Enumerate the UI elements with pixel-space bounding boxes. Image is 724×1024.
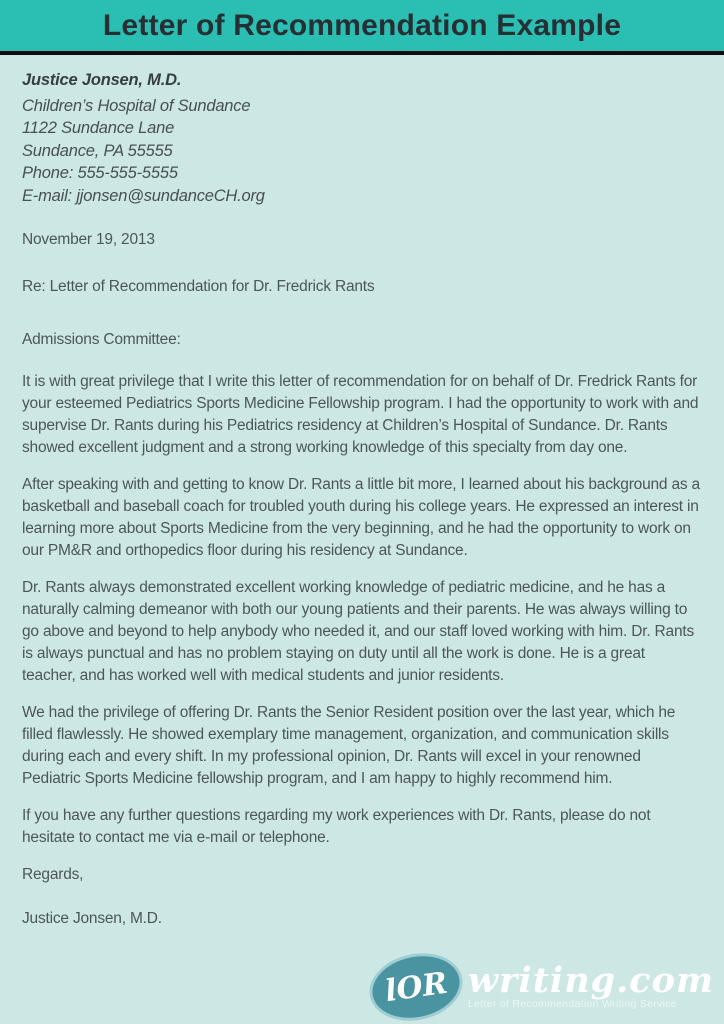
lor-badge-text: lOR [382,965,450,1009]
sender-address-city: Sundance, PA 55555 [22,141,173,160]
paragraph-2: After speaking with and getting to know Dr. Rants a little bit more, I learned about his background as a basketball and baseball coach for troubled youth during his college years. He expressed an interest in learning more about Sports Medicine from the very beginning, and he had the opportunity to work on our PM&R and orthopedics floor during his residency at Sundance. [22,476,700,559]
letter-body [0,55,724,930]
lor-badge-icon [363,945,469,1024]
sender-phone: Phone: 555-555-5555 [22,164,178,182]
closing: Regards, [22,866,84,883]
letter-date: November 19, 2013 [22,231,155,248]
logo-tagline: Letter of Recommendation Writing Service [467,998,677,1010]
logo-text-block [467,960,714,1010]
lorwriting-logo [369,954,714,1020]
logo-brand: writing.com [467,960,714,1001]
salutation: Admissions Committee: [22,331,181,348]
page-header [0,0,724,55]
paragraph-1: It is with great privilege that I write this letter of recommendation for on behalf of Dr. Fredrick Rants for your esteemed Pediatrics Sports Medicine Fellowship program. I had the opportunity to work with and supervise Dr. Rants during his Pediatrics residency at Children’s Hospital of Sundance. Dr. Rants showed excellent judgment and a strong working knowledge of this specialty from day one. [22,373,699,456]
paragraph-4: We had the privilege of offering Dr. Rants the Senior Resident position over the last year, which he filled flawlessly. He showed exemplary time management, organization, and communication skills during each and every shift. In my professional opinion, Dr. Rants will excel in your renowned Pediatric Sports Medicine fellowship program, and I am happy to highly recommend him. [22,704,676,787]
sender-email: E-mail: jjonsen@sundanceCH.org [22,186,265,205]
sender-name: Justice Jonsen, M.D. [22,71,182,89]
sender-address-street: 1122 Sundance Lane [22,119,175,137]
subject-line: Re: Letter of Recommendation for Dr. Fredrick Rants [22,278,375,295]
paragraph-3: Dr. Rants always demonstrated excellent working knowledge of pediatric medicine, and he has a naturally calming demeanor with both our young patients and their parents. He was always willing to go above and beyond to help anybody who needed it, and our staff loved working with him. Dr. Rants is always punctual and has no problem staying on duty until all the work is done. He is a great teacher, and has worked well with medical students and junior residents. [22,579,695,684]
signature: Justice Jonsen, M.D. [22,910,162,927]
page-title: Letter of Recommendation Example [102,8,622,42]
sender-block [22,69,700,207]
sender-organization: Children’s Hospital of Sundance [22,96,251,115]
paragraph-5: If you have any further questions regarding my work experiences with Dr. Rants, please do not hesitate to contact me via e-mail or telephone. [22,807,651,846]
